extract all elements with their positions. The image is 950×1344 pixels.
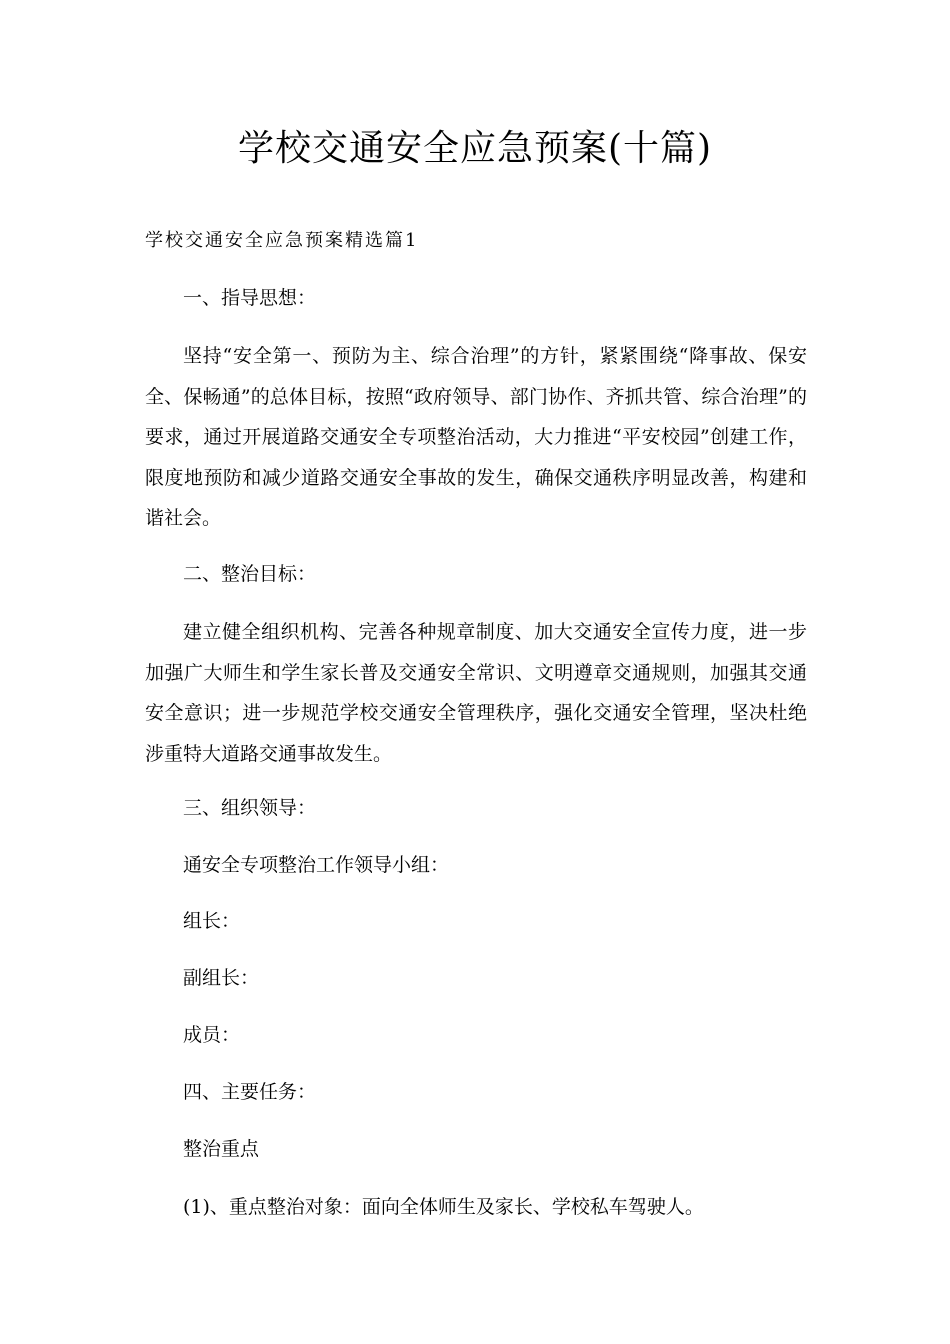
- document-subtitle: 学校交通安全应急预案精选篇1: [145, 230, 419, 251]
- text-leading-group: 通安全专项整治工作领导小组：: [183, 854, 450, 876]
- paragraph-targets: 建立健全组织机构、完善各种规章制度、加大交通安全宣传力度，进一步加强广大师生和学生家长普及交通安全常识、文明遵章交通规则，加强其交通安全意识；进一步规范学校交通安全管理秩序，强化交通安全管理，坚决杜绝涉重特大道路交通事故发生。: [145, 621, 807, 765]
- paragraph-guiding-ideology: 坚持“安全第一、预防为主、综合治理”的方针，紧紧围绕“降事故、保安全、保畅通”的总体目标，按照“政府领导、部门协作、齐抓共管、综合治理”的要求，通过开展道路交通安全专项整治活动，大力推进“平安校园”创建工作，限度地预防和减少道路交通安全事故的发生，确保交通秩序明显改善，构建和谐社会。: [145, 345, 807, 529]
- document-title: 学校交通安全应急预案(十篇): [237, 128, 713, 169]
- section-heading-main-tasks: 四、主要任务：: [183, 1081, 317, 1103]
- list-item-focus-targets: (1)、重点整治对象：面向全体师生及家长、学校私车驾驶人。: [183, 1196, 704, 1218]
- text-members: 成员：: [183, 1024, 241, 1046]
- section-heading-organization: 三、组织领导：: [183, 797, 317, 819]
- text-deputy-leader: 副组长：: [183, 967, 260, 989]
- section-heading-guiding-ideology: 一、指导思想：: [183, 287, 317, 309]
- text-group-leader: 组长：: [183, 910, 241, 932]
- section-heading-targets: 二、整治目标：: [183, 563, 317, 585]
- text-focus: 整治重点: [183, 1138, 260, 1160]
